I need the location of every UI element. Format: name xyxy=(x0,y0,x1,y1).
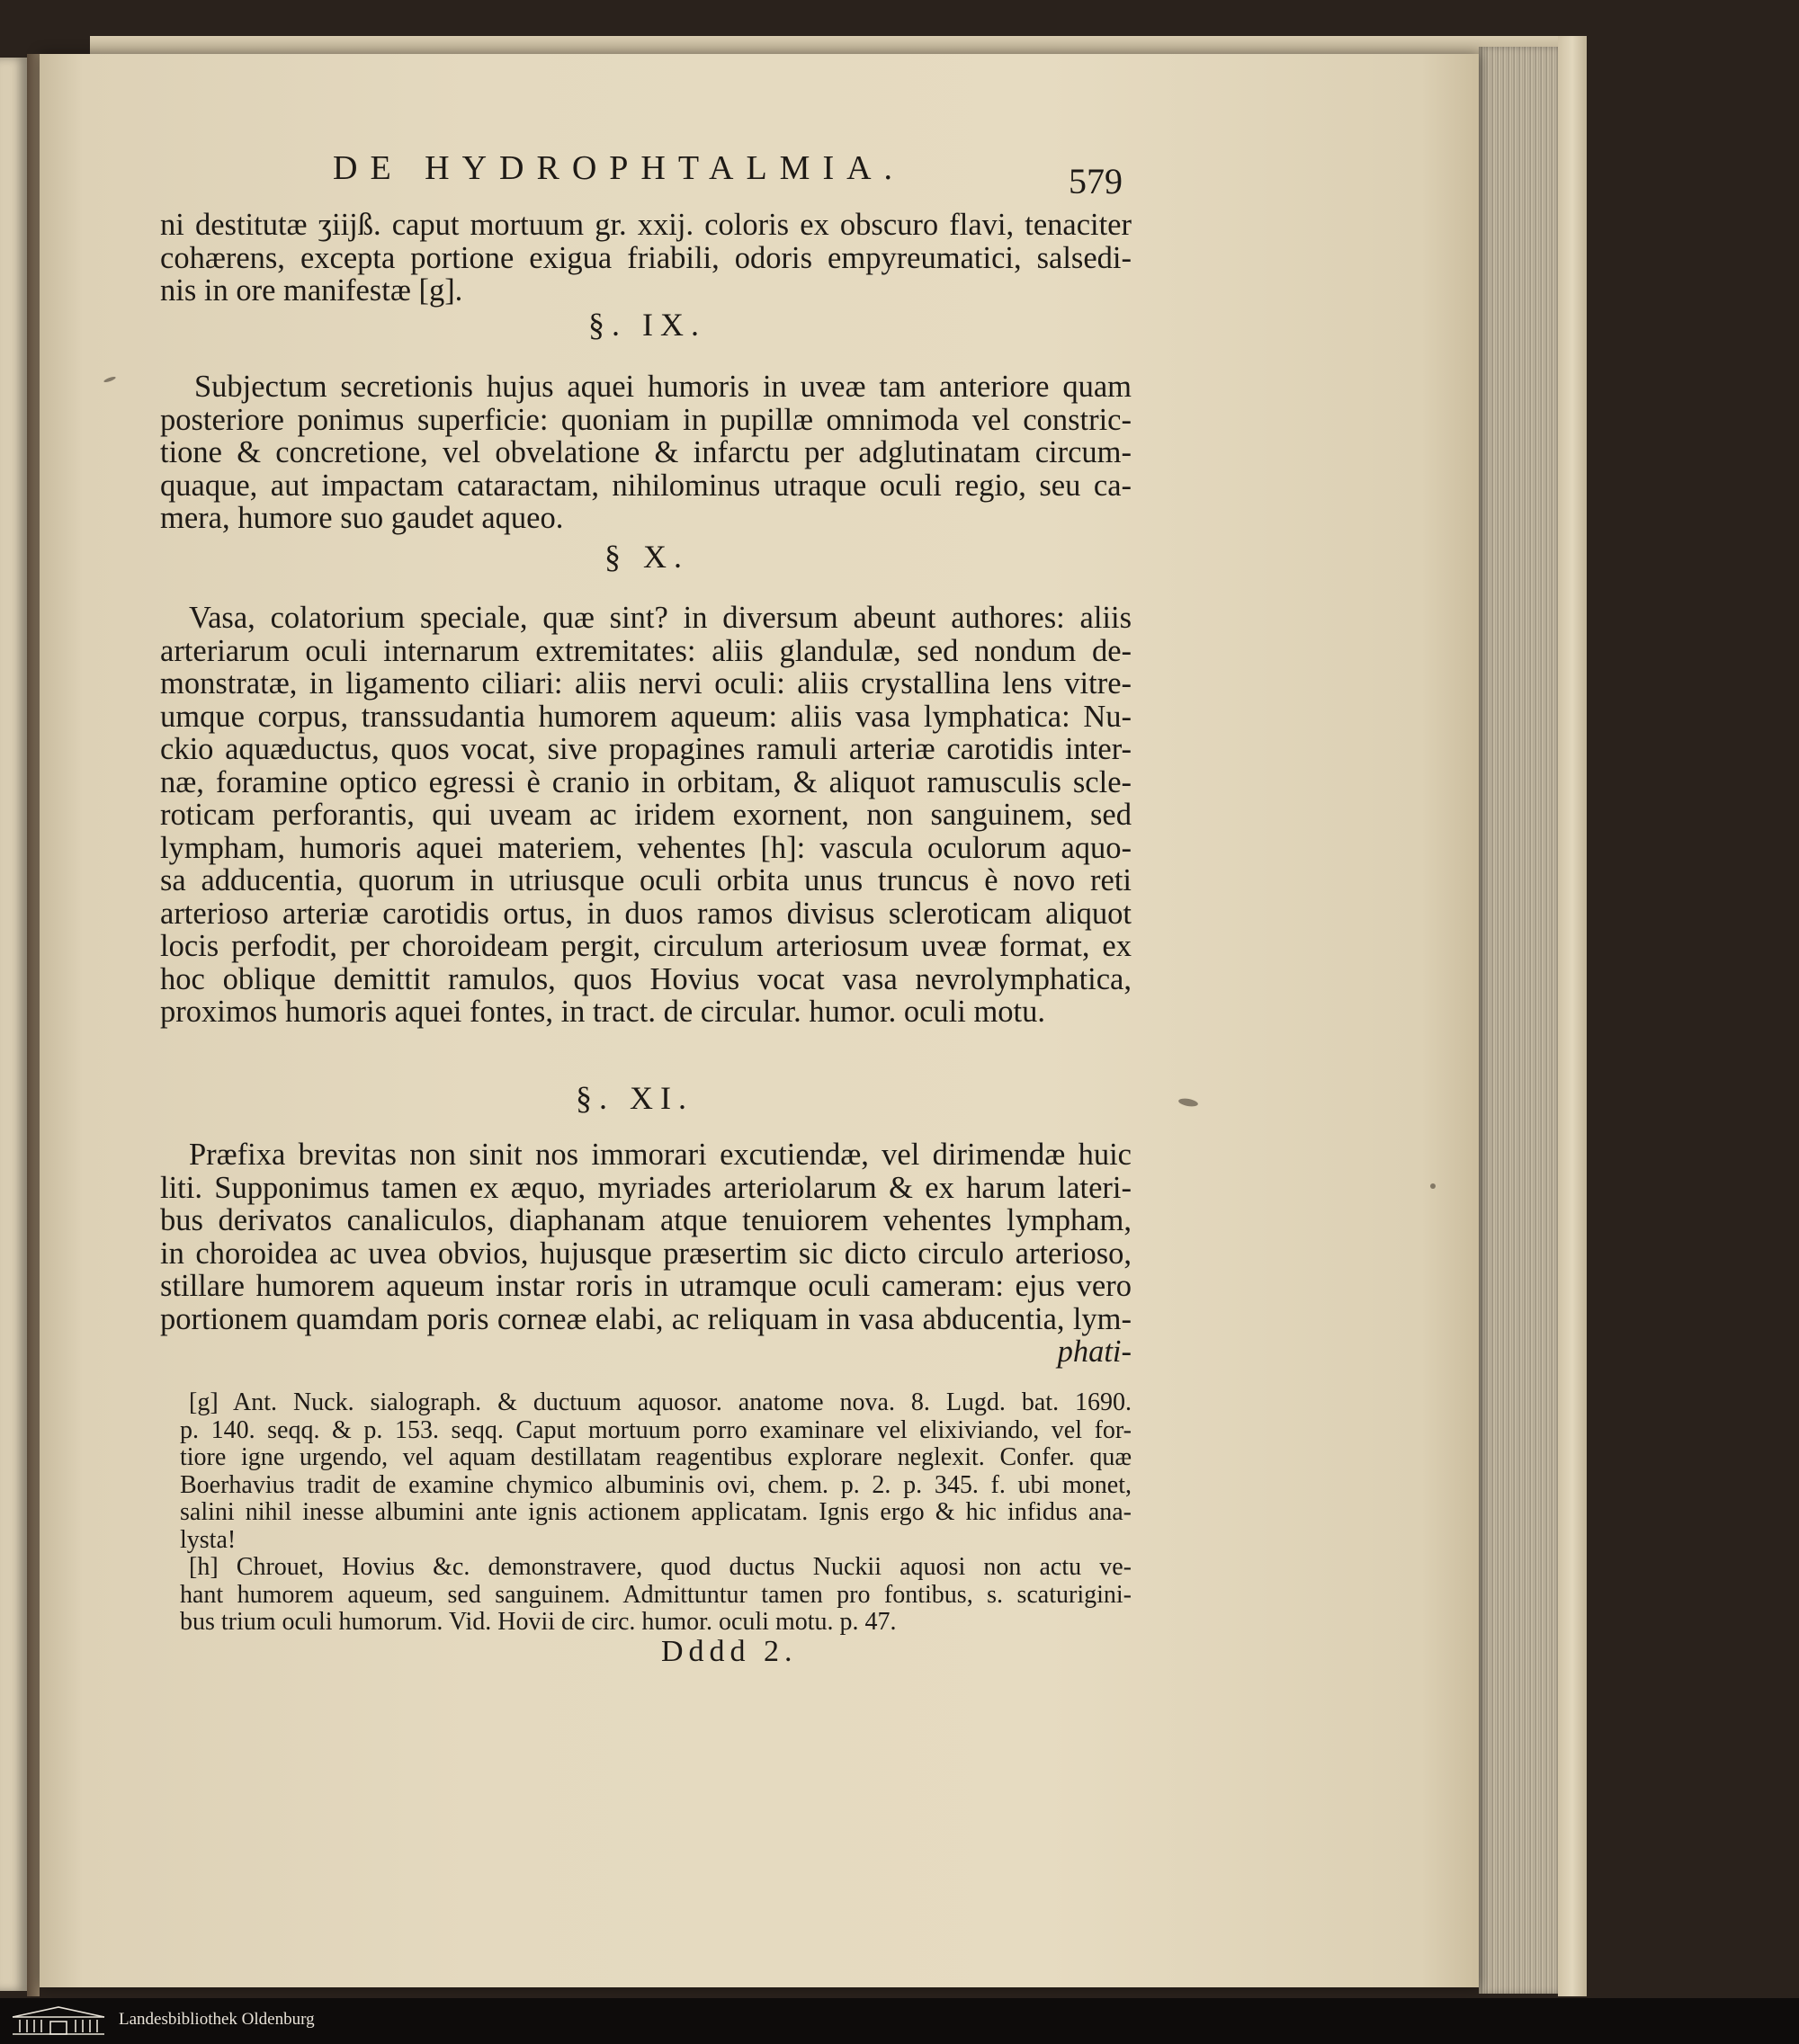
footnote-line: tiore igne urgendo, vel aquam destillatam reagentibus explorare neglexit. Confer. quæ xyxy=(180,1443,1132,1471)
text-line: portionem quamdam poris corneæ elabi, ac reliquam in vasa abducentia, lym- xyxy=(160,1301,1132,1336)
text-line: sa adducentia, quorum in utriusque oculi orbita unus truncus è novo reti xyxy=(160,863,1132,897)
book-binding xyxy=(27,54,40,1996)
text-line: bus derivatos canaliculos, diaphanam atque tenuiorem vehentes lympham, xyxy=(160,1203,1132,1237)
text-line: monstratæ, in ligamento ciliari: aliis nervi oculi: aliis crystallina lens vitre- xyxy=(160,666,1132,701)
text-line: proximos humoris aquei fontes, in tract. de circular. humor. oculi motu. xyxy=(160,995,1046,1029)
footnote-line: [h] Chrouet, Hovius &c. demonstravere, quod ductus Nuckii aquosi non actu ve- xyxy=(189,1553,1132,1581)
intro-paragraph xyxy=(160,209,1132,308)
footnote-h xyxy=(180,1554,1132,1637)
text-line: arterioso arteriæ carotidis ortus, in duos ramos divisus scleroticam aliquot xyxy=(160,896,1132,931)
book-cover-right-edge xyxy=(1558,36,1587,1996)
text-line: cohærens, excepta portione exigua friabili, odoris empyreumatici, salsedi- xyxy=(160,240,1132,275)
footnote-line: hant humorem aqueum, sed sanguinem. Admittuntur tamen pro fontibus, s. scaturigini- xyxy=(180,1580,1132,1609)
library-building-icon xyxy=(9,2004,108,2037)
paper-blemish xyxy=(1430,1183,1436,1189)
footnote-line: [g] Ant. Nuck. sialograph. & ductuum aquosor. anatome nova. 8. Lugd. bat. 1690. xyxy=(189,1388,1132,1416)
catchword: phati- xyxy=(1057,1334,1132,1369)
text-line: liti. Supponimus tamen ex æquo, myriades arteriolarum & ex harum lateri- xyxy=(160,1170,1132,1205)
text-line: umque corpus, transsudantia humorem aqueum: aliis vasa lymphatica: Nu- xyxy=(160,699,1132,734)
section-heading-x: § X. xyxy=(604,539,689,575)
section-x-paragraph xyxy=(160,602,1132,1029)
section-heading-xi: §. XI. xyxy=(576,1080,694,1116)
text-line: nis in ore manifestæ [g]. xyxy=(160,273,463,308)
text-line: Præfixa brevitas non sinit nos immorari excutiendæ, vel dirimendæ huic xyxy=(189,1138,1132,1172)
text-line: roticam perforantis, qui uveam ac iridem exornent, non sanguinem, sed xyxy=(160,798,1132,832)
footnote-line: p. 140. seqq. & p. 153. seqq. Caput mortuum porro examinare vel elixiviando, vel for- xyxy=(180,1415,1132,1444)
text-line: stillare humorem aqueum instar roris in utramque oculi cameram: ejus vero xyxy=(160,1269,1132,1303)
signature-mark: Dddd 2. xyxy=(661,1635,798,1668)
running-head: DE HYDROPHTALMIA. xyxy=(333,149,906,187)
section-ix-paragraph xyxy=(160,370,1132,535)
footnote-line: lysta! xyxy=(180,1525,237,1554)
text-line: Vasa, colatorium speciale, quæ sint? in diversum abeunt authores: aliis xyxy=(189,601,1132,635)
book-cover-top-edge xyxy=(90,36,1587,56)
text-line: lympham, humoris aquei materiem, vehentes [h]: vascula oculorum aquo- xyxy=(160,830,1132,865)
text-line: arteriarum oculi internarum extremitates: aliis glandulæ, sed nondum de- xyxy=(160,633,1132,668)
library-name: Landesbibliothek Oldenburg xyxy=(119,2010,315,2029)
footnote-line: bus trium oculi humorum. Vid. Hovii de circ. humor. oculi motu. p. 47. xyxy=(180,1608,897,1636)
footnote-line: Boerhavius tradit de examine chymico albuminis ovi, chem. p. 2. p. 345. f. ubi monet, xyxy=(180,1470,1132,1499)
section-xi-paragraph xyxy=(160,1138,1132,1369)
text-line: ni destitutæ ʒiijß. caput mortuum gr. xxij. coloris ex obscuro flavi, tenaciter xyxy=(160,208,1132,242)
footnote-line: salini nihil inesse albumini ante ignis actionem applicatam. Ignis ergo & hic infidus ana- xyxy=(180,1498,1132,1526)
text-line: locis perfodit, per choroideam pergit, circulum arteriosum uveæ format, ex xyxy=(160,929,1132,963)
footnote-g xyxy=(180,1389,1132,1554)
text-line: tione & concretione, vel obvelatione & infarctu per adglutinatam circum- xyxy=(160,435,1132,469)
text-line: quaque, aut impactam cataractam, nihilominus utraque oculi regio, seu ca- xyxy=(160,468,1132,503)
text-line: hoc oblique demittit ramulos, quos Hovius vocat vasa nevrolymphatica, xyxy=(160,961,1132,996)
text-line: næ, foramine optico egressi è cranio in orbitam, & aliquot ramusculis scle- xyxy=(160,764,1132,799)
page-block-edges xyxy=(1479,47,1558,1994)
left-page-edge xyxy=(0,58,27,1991)
page-number: 579 xyxy=(1069,161,1123,201)
text-line: posteriore ponimus superficie: quoniam in pupillæ omnimoda vel constric- xyxy=(160,402,1132,437)
text-line: mera, humore suo gaudet aqueo. xyxy=(160,501,564,535)
text-line: in choroidea ac uvea obvios, hujusque præsertim sic dicto circulo arterioso, xyxy=(160,1236,1132,1271)
text-line: ckio aquæductus, quos vocat, sive propagines ramuli arteriæ carotidis inter- xyxy=(160,732,1132,766)
text-line: Subjectum secretionis hujus aquei humoris in uveæ tam anteriore quam xyxy=(194,370,1132,404)
footer-bar xyxy=(0,1998,1799,2044)
section-heading-ix: §. IX. xyxy=(588,307,706,343)
